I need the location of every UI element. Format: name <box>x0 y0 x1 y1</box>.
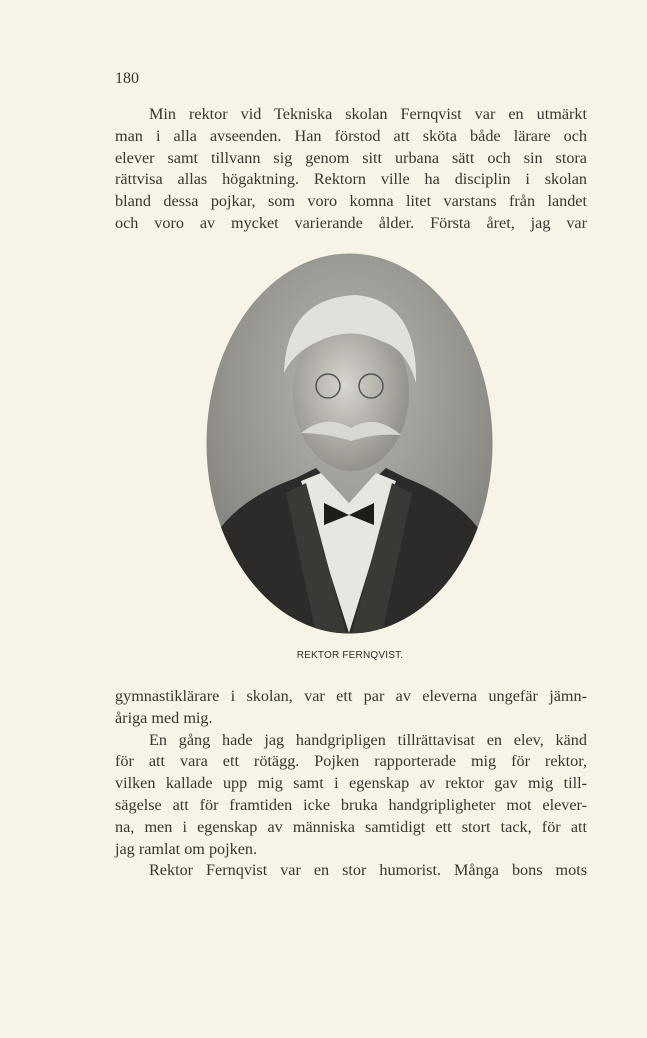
portrait-caption: REKTOR FERNQVIST. <box>296 650 404 661</box>
paragraph-2 <box>115 686 587 730</box>
text-line: Min rektor vid Tekniska skolan Fernqvist var en utmärkt <box>149 105 587 123</box>
text-line: för att vara ett rötägg. Pojken rapporterade mig för rektor, <box>115 752 587 771</box>
portrait-photo <box>206 253 493 634</box>
paragraph-4 <box>115 860 587 882</box>
paragraph-1 <box>115 104 587 235</box>
text-line: En gång hade jag handgripligen tillrättavisat en elev, känd <box>149 730 587 749</box>
text-line: sägelse att för framtiden icke bruka handgripligheter mot elever- <box>115 795 587 814</box>
text-line: man i alla avseenden. Han förstod att sköta både lärare och <box>115 126 587 145</box>
paragraph-3 <box>115 730 587 861</box>
text-line: na, men i egenskap av människa samtidigt ett stort tack, för att <box>115 817 587 836</box>
text-line: rättvisa allas högaktning. Rektorn ville ha disciplin i skolan <box>115 170 587 189</box>
text-line: elever samt tillvann sig genom sitt urbana sätt och sin stora <box>115 148 587 167</box>
text-line: gymnastiklärare i skolan, var ett par av eleverna ungefär jämn- <box>115 687 587 705</box>
text-line: åriga med mig. <box>115 708 213 727</box>
text-line: bland dessa pojkar, som voro komna litet varstans från landet <box>115 192 587 211</box>
page-number: 180 <box>115 70 139 87</box>
text-line: jag ramlat om pojken. <box>115 839 258 858</box>
text-line: och voro av mycket varierande ålder. Första året, jag var <box>115 213 587 232</box>
text-line: vilken kallade upp mig samt i egenskap av rektor gav mig till- <box>115 774 587 793</box>
text-line: Rektor Fernqvist var en stor humorist. Många bons mots <box>149 861 587 880</box>
